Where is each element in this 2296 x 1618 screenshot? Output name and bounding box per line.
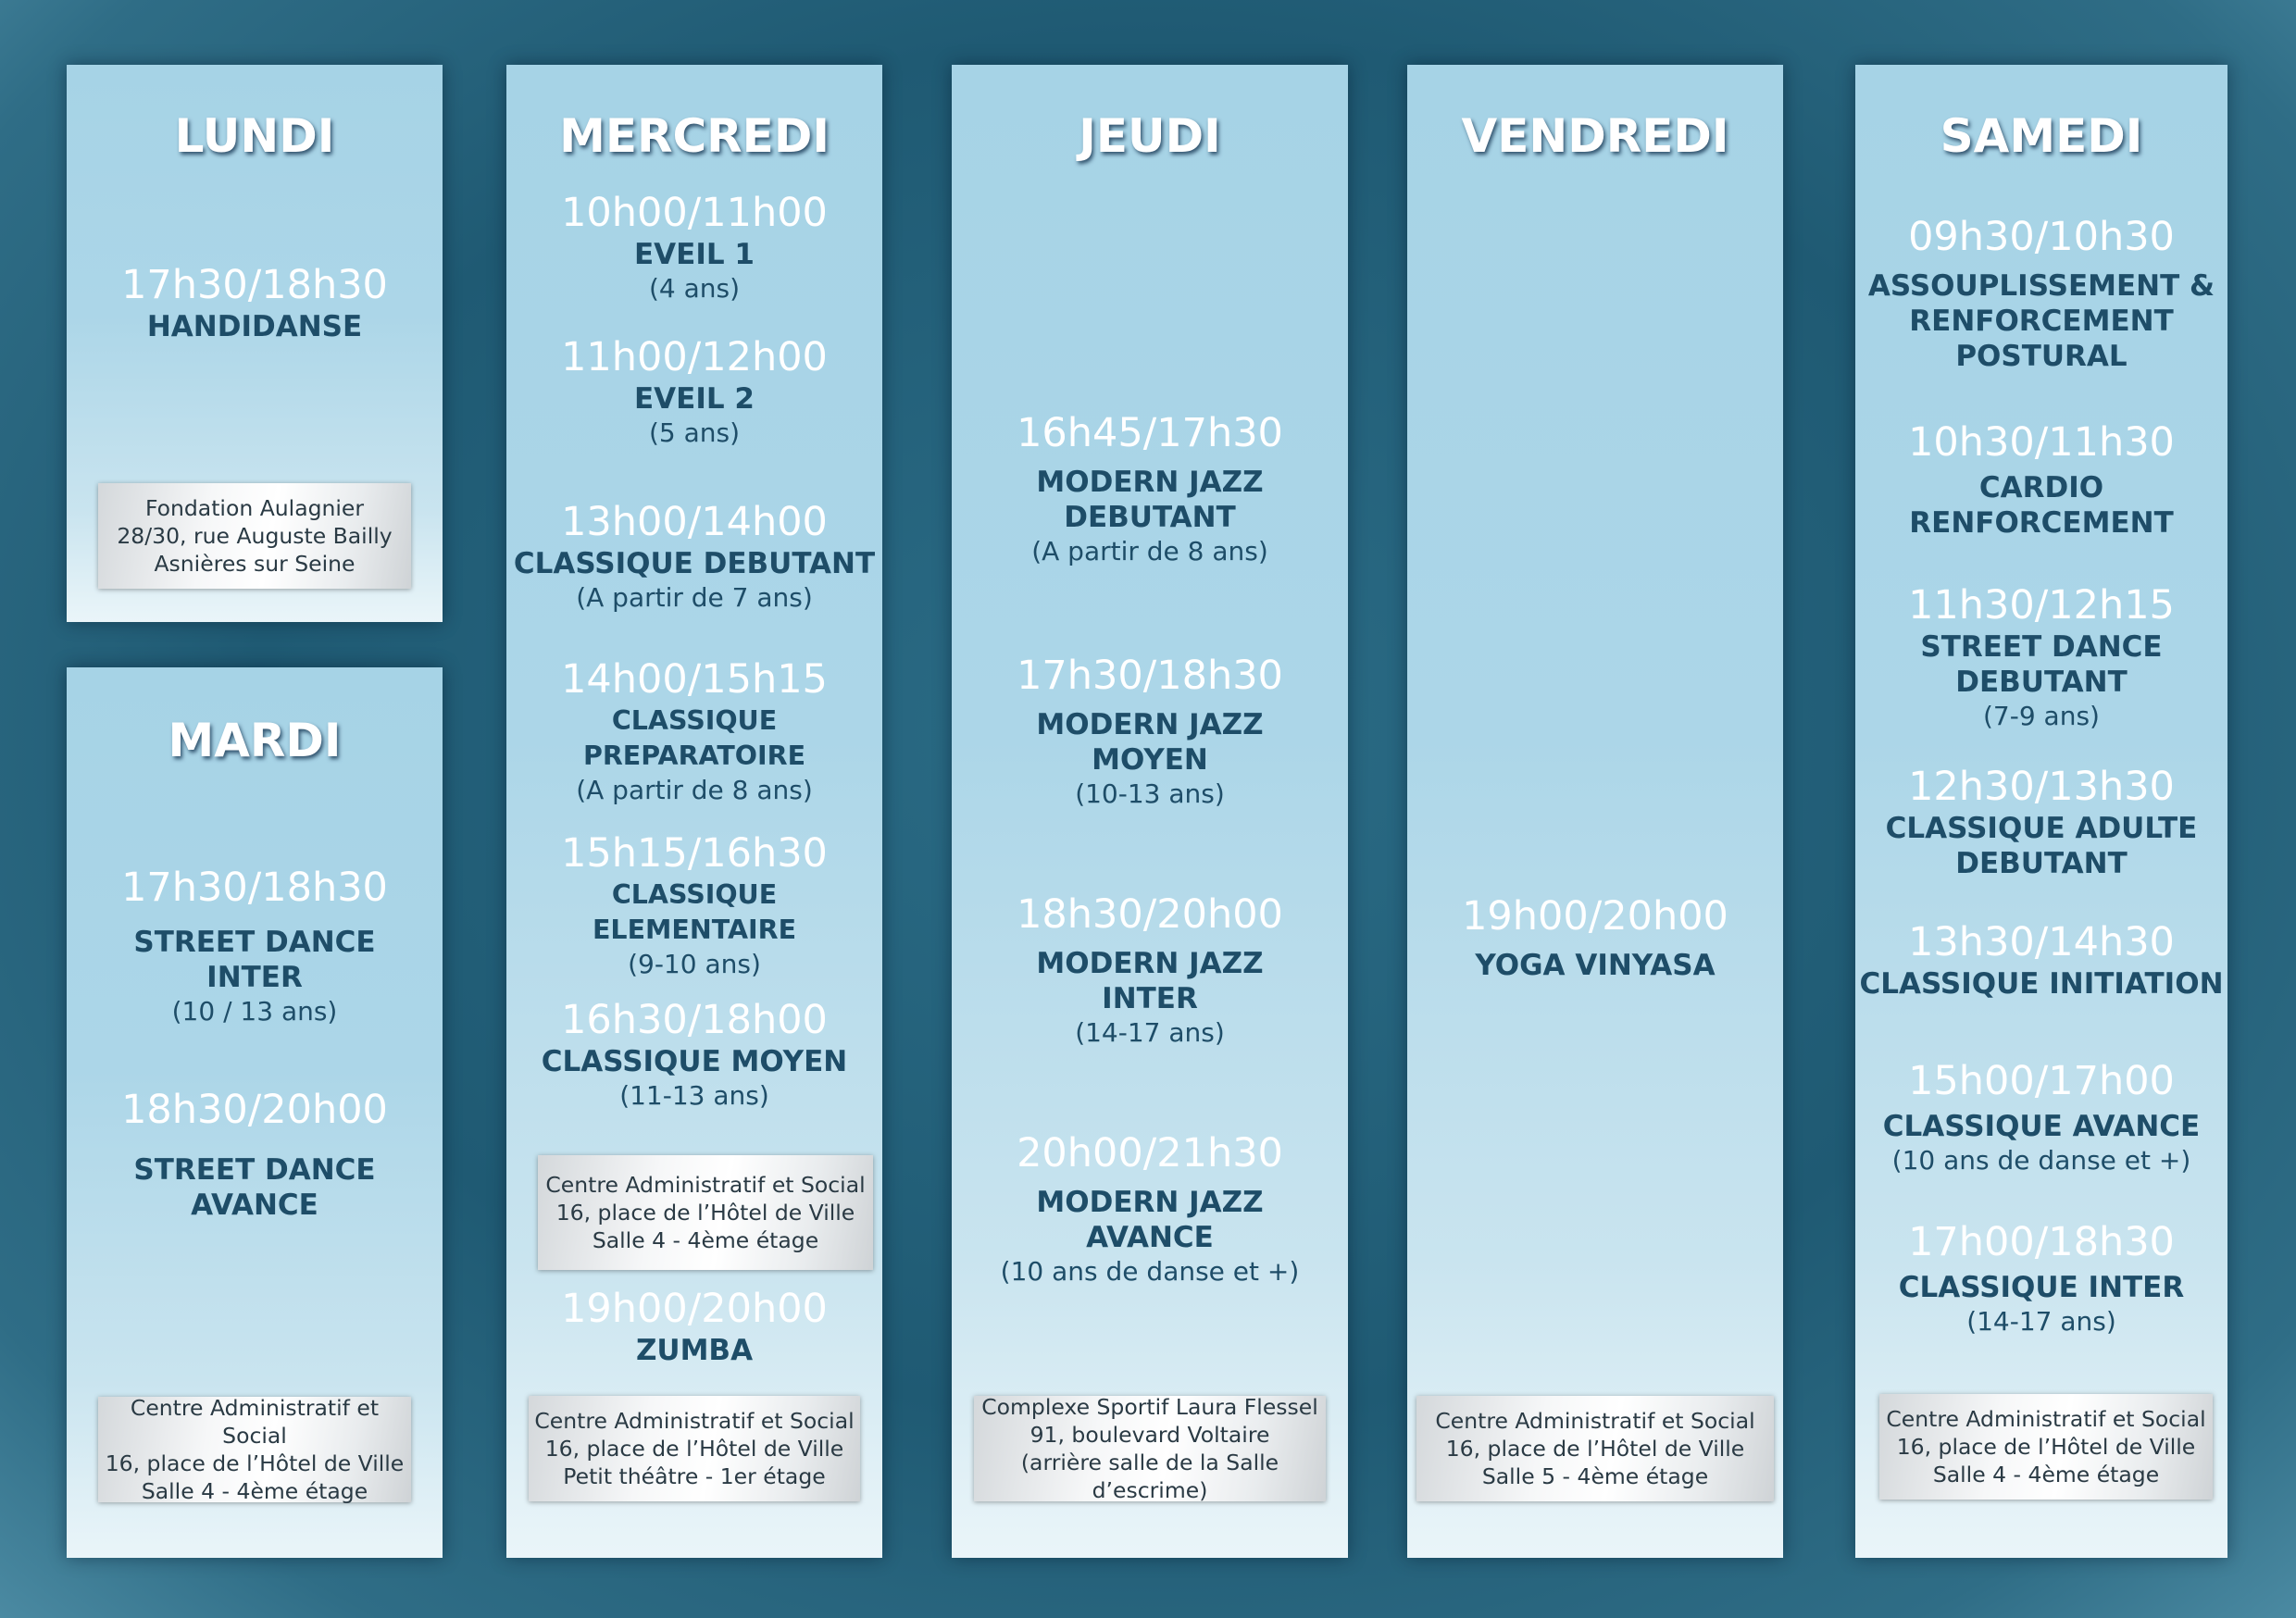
location-line: 28/30, rue Auguste Bailly xyxy=(117,523,393,549)
class-title: INTER xyxy=(1102,982,1198,1015)
class-title: CLASSIQUE ELEMENTAIRE xyxy=(592,879,797,945)
class-time: 19h00/20h00 xyxy=(1462,893,1728,940)
class-time: 11h30/12h15 xyxy=(1908,582,2175,629)
class-age: (14-17 ans) xyxy=(1966,1306,2116,1337)
class-title: HANDIDANSE xyxy=(146,310,363,343)
class-slot xyxy=(506,189,882,305)
class-title: MOYEN xyxy=(1092,743,1208,777)
class-slot xyxy=(1407,892,1783,983)
location-line: 91, boulevard Voltaire xyxy=(1029,1422,1270,1448)
location-line: 16, place de l’Hôtel de Ville xyxy=(1445,1436,1745,1462)
day-title: JEUDI xyxy=(1079,109,1221,163)
class-slot xyxy=(506,829,882,981)
location-box xyxy=(98,483,411,589)
class-age: (7-9 ans) xyxy=(1983,701,2100,731)
class-slot xyxy=(1855,213,2227,374)
class-title: INTER xyxy=(206,961,303,994)
class-title: CLASSIQUE MOYEN xyxy=(541,1045,848,1078)
class-time: 17h30/18h30 xyxy=(121,865,388,911)
class-time: 19h00/20h00 xyxy=(561,1286,828,1332)
class-age: (10-13 ans) xyxy=(1075,778,1225,809)
class-title: ZUMBA xyxy=(635,1334,754,1367)
class-title: DEBUTANT xyxy=(1955,666,2128,699)
location-line: Complexe Sportif Laura Flessel xyxy=(981,1394,1318,1420)
location-box xyxy=(974,1396,1326,1501)
class-time: 17h00/18h30 xyxy=(1908,1219,2175,1265)
class-age: (11-13 ans) xyxy=(619,1080,769,1111)
class-time: 15h15/16h30 xyxy=(561,830,828,877)
class-slot xyxy=(1855,1218,2227,1338)
class-slot xyxy=(67,864,443,1028)
class-age: (9-10 ans) xyxy=(628,949,761,979)
class-age: (10 / 13 ans) xyxy=(171,996,338,1027)
class-title: EVEIL 2 xyxy=(634,382,755,416)
column-mardi xyxy=(67,667,443,1558)
class-age: (4 ans) xyxy=(648,273,741,304)
class-age: (14-17 ans) xyxy=(1075,1017,1225,1048)
location-line: Salle 5 - 4ème étage xyxy=(1481,1463,1709,1489)
column-vendredi xyxy=(1407,65,1783,1558)
class-time: 15h00/17h00 xyxy=(1908,1058,2175,1104)
class-time: 13h30/14h30 xyxy=(1908,919,2175,965)
class-time: 10h30/11h30 xyxy=(1908,419,2175,466)
column-lundi xyxy=(67,65,443,622)
location-line: Centre Administratif et Social xyxy=(545,1172,866,1198)
class-title: STREET DANCE xyxy=(133,1153,376,1187)
class-title: EVEIL 1 xyxy=(634,238,755,271)
class-title: CLASSIQUE PREPARATOIRE xyxy=(582,705,806,771)
day-title: MARDI xyxy=(168,714,342,767)
class-title: CARDIO xyxy=(1978,471,2104,504)
class-slot xyxy=(1855,918,2227,1002)
class-slot xyxy=(67,1086,443,1223)
day-title: VENDREDI xyxy=(1461,109,1729,163)
class-title: STREET DANCE xyxy=(133,926,376,959)
class-time: 16h45/17h30 xyxy=(1017,410,1283,456)
class-time: 17h30/18h30 xyxy=(1017,653,1283,699)
class-slot xyxy=(506,333,882,450)
column-samedi xyxy=(1855,65,2227,1558)
class-age: (10 ans de danse et +) xyxy=(1891,1145,2191,1176)
class-time: 16h30/18h00 xyxy=(561,997,828,1043)
day-title: SAMEDI xyxy=(1940,109,2143,163)
class-slot xyxy=(67,261,443,344)
class-slot xyxy=(952,1129,1348,1288)
class-title: CLASSIQUE AVANCE xyxy=(1882,1110,2201,1143)
location-line: Centre Administratif et Social xyxy=(130,1395,380,1449)
class-time: 12h30/13h30 xyxy=(1908,764,2175,810)
class-age: (A partir de 8 ans) xyxy=(1031,536,1268,566)
location-line: Salle 4 - 4ème étage xyxy=(141,1478,368,1504)
class-age: (5 ans) xyxy=(648,417,741,448)
location-line: 16, place de l’Hôtel de Ville xyxy=(105,1450,405,1476)
day-title: LUNDI xyxy=(174,109,335,163)
class-title: RENFORCEMENT xyxy=(1909,305,2174,338)
class-title: STREET DANCE xyxy=(1920,630,2163,664)
class-title: POSTURAL xyxy=(1955,340,2128,373)
class-time: 09h30/10h30 xyxy=(1908,214,2175,260)
location-line: 16, place de l’Hôtel de Ville xyxy=(1896,1434,2196,1460)
class-title: CLASSIQUE DEBUTANT xyxy=(513,547,876,580)
class-slot xyxy=(1855,763,2227,881)
column-mercredi xyxy=(506,65,882,1558)
location-line: Centre Administratif et Social xyxy=(1886,1406,2206,1432)
class-title: MODERN JAZZ xyxy=(1036,1186,1264,1219)
class-time: 11h00/12h00 xyxy=(561,334,828,380)
location-line: 16, place de l’Hôtel de Ville xyxy=(555,1200,855,1226)
day-title: MERCREDI xyxy=(559,109,830,163)
location-line: Centre Administratif et Social xyxy=(534,1408,855,1434)
class-age: (A partir de 8 ans) xyxy=(576,775,813,805)
class-time: 17h30/18h30 xyxy=(121,262,388,308)
class-slot xyxy=(952,409,1348,568)
class-age: (A partir de 7 ans) xyxy=(576,582,813,613)
class-title: CLASSIQUE INTER xyxy=(1898,1271,2185,1304)
location-line: 16, place de l’Hôtel de Ville xyxy=(544,1436,844,1462)
location-line: Asnières sur Seine xyxy=(154,551,356,577)
location-line: Centre Administratif et Social xyxy=(1435,1408,1755,1434)
location-line: Fondation Aulagnier xyxy=(144,495,365,521)
location-line: Salle 4 - 4ème étage xyxy=(592,1227,819,1253)
location-box xyxy=(1879,1394,2213,1500)
class-title: CLASSIQUE INITIATION xyxy=(1859,967,2224,1001)
class-slot xyxy=(1855,418,2227,541)
class-slot xyxy=(1855,1057,2227,1177)
location-line: (arrière salle de la Salle d’escrime) xyxy=(1020,1450,1279,1503)
location-line: Salle 4 - 4ème étage xyxy=(1932,1462,2160,1487)
class-time: 20h00/21h30 xyxy=(1017,1130,1283,1176)
class-title: ASSOUPLISSEMENT & xyxy=(1867,269,2215,303)
class-slot xyxy=(1855,581,2227,733)
class-title: MODERN JAZZ xyxy=(1036,466,1264,499)
location-box xyxy=(1416,1396,1774,1501)
class-age: (10 ans de danse et +) xyxy=(1000,1256,1300,1287)
class-title: MODERN JAZZ xyxy=(1036,708,1264,741)
class-time: 13h00/14h00 xyxy=(561,499,828,545)
class-title: AVANCE xyxy=(1086,1221,1214,1254)
class-slot xyxy=(506,996,882,1113)
class-time: 14h00/15h15 xyxy=(561,656,828,703)
class-time: 18h30/20h00 xyxy=(1017,891,1283,938)
class-slot xyxy=(506,498,882,615)
class-title: DEBUTANT xyxy=(1955,847,2128,880)
class-title: DEBUTANT xyxy=(1064,501,1236,534)
class-time: 18h30/20h00 xyxy=(121,1087,388,1133)
class-title: RENFORCEMENT xyxy=(1909,506,2174,540)
class-title: CLASSIQUE ADULTE xyxy=(1885,812,2198,845)
class-slot xyxy=(952,652,1348,811)
class-title: YOGA VINYASA xyxy=(1475,949,1716,982)
location-line: Petit théâtre - 1er étage xyxy=(563,1463,826,1489)
location-box xyxy=(98,1397,411,1502)
column-jeudi xyxy=(952,65,1348,1558)
class-slot xyxy=(952,890,1348,1050)
class-time: 10h00/11h00 xyxy=(561,190,828,236)
class-slot xyxy=(506,1285,882,1368)
class-title: MODERN JAZZ xyxy=(1036,947,1264,980)
location-box xyxy=(538,1155,873,1270)
class-title: AVANCE xyxy=(191,1189,318,1222)
class-slot xyxy=(506,655,882,807)
location-box xyxy=(529,1396,860,1501)
